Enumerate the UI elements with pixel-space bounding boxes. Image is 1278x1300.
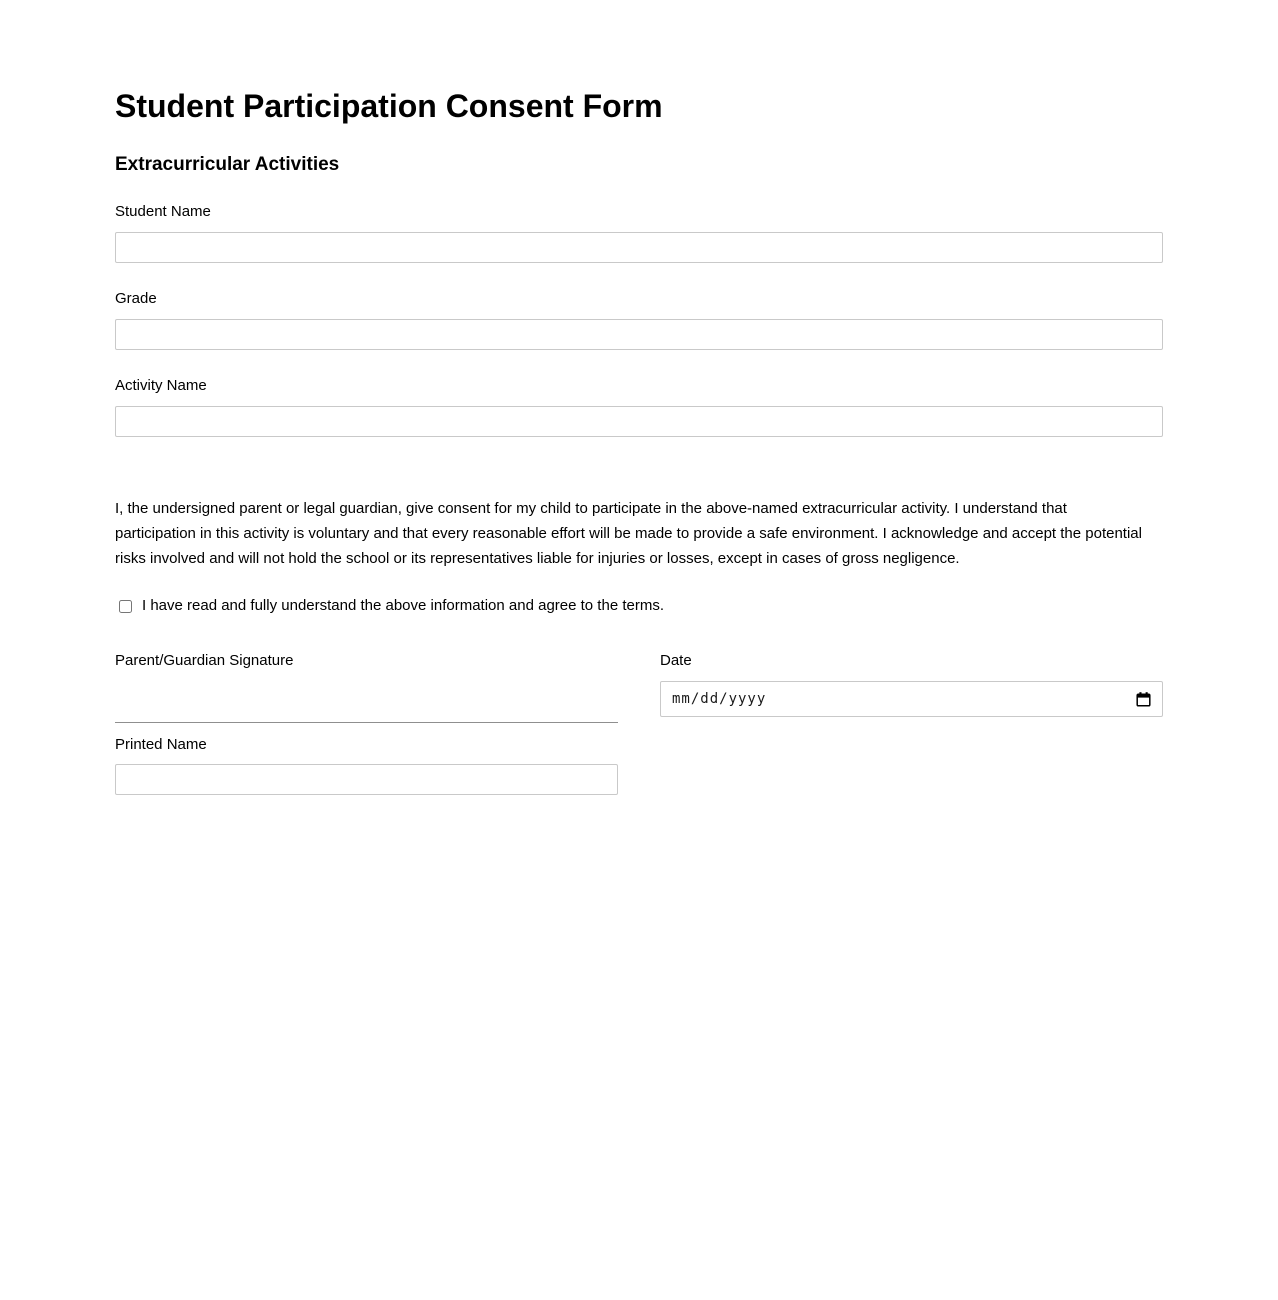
agree-checkbox[interactable] <box>119 600 132 613</box>
signature-line[interactable] <box>115 670 618 723</box>
date-label: Date <box>660 652 692 669</box>
agree-checkbox-label: I have read and fully understand the above information and agree to the terms. <box>142 597 664 614</box>
grade-label: Grade <box>115 290 157 307</box>
grade-field-group <box>115 290 1163 350</box>
activity-name-label: Activity Name <box>115 377 207 394</box>
page-title: Student Participation Consent Form <box>115 88 663 124</box>
signature-label: Parent/Guardian Signature <box>115 652 294 669</box>
activity-name-input[interactable] <box>115 406 1163 437</box>
calendar-icon[interactable] <box>1135 691 1152 708</box>
signature-section <box>115 652 1163 795</box>
date-input[interactable] <box>660 681 1163 717</box>
printed-name-label: Printed Name <box>115 736 207 753</box>
student-name-input[interactable] <box>115 232 1163 263</box>
signature-column <box>115 652 618 795</box>
activity-name-field-group <box>115 377 1163 437</box>
page-subtitle: Extracurricular Activities <box>115 154 340 175</box>
date-placeholder: mm/dd/yyyy <box>672 691 767 707</box>
date-column <box>660 652 1163 795</box>
student-name-field-group <box>115 203 1163 263</box>
agree-row <box>115 597 1163 615</box>
student-name-label: Student Name <box>115 203 211 220</box>
consent-paragraph: I, the undersigned parent or legal guardian, give consent for my child to participate in the above-named extracurricular activity. I understand that participation in this activity is voluntary and that every reasonable effort will be made to provide a safe environment. I acknowledge and accept the potential risks involved and will not hold the school or its representatives liable for injuries or losses, except in cases of gross negligence. <box>115 500 1142 567</box>
grade-input[interactable] <box>115 319 1163 350</box>
printed-name-input[interactable] <box>115 764 618 795</box>
printed-name-field-group <box>115 736 618 795</box>
consent-form-page <box>115 0 1163 795</box>
